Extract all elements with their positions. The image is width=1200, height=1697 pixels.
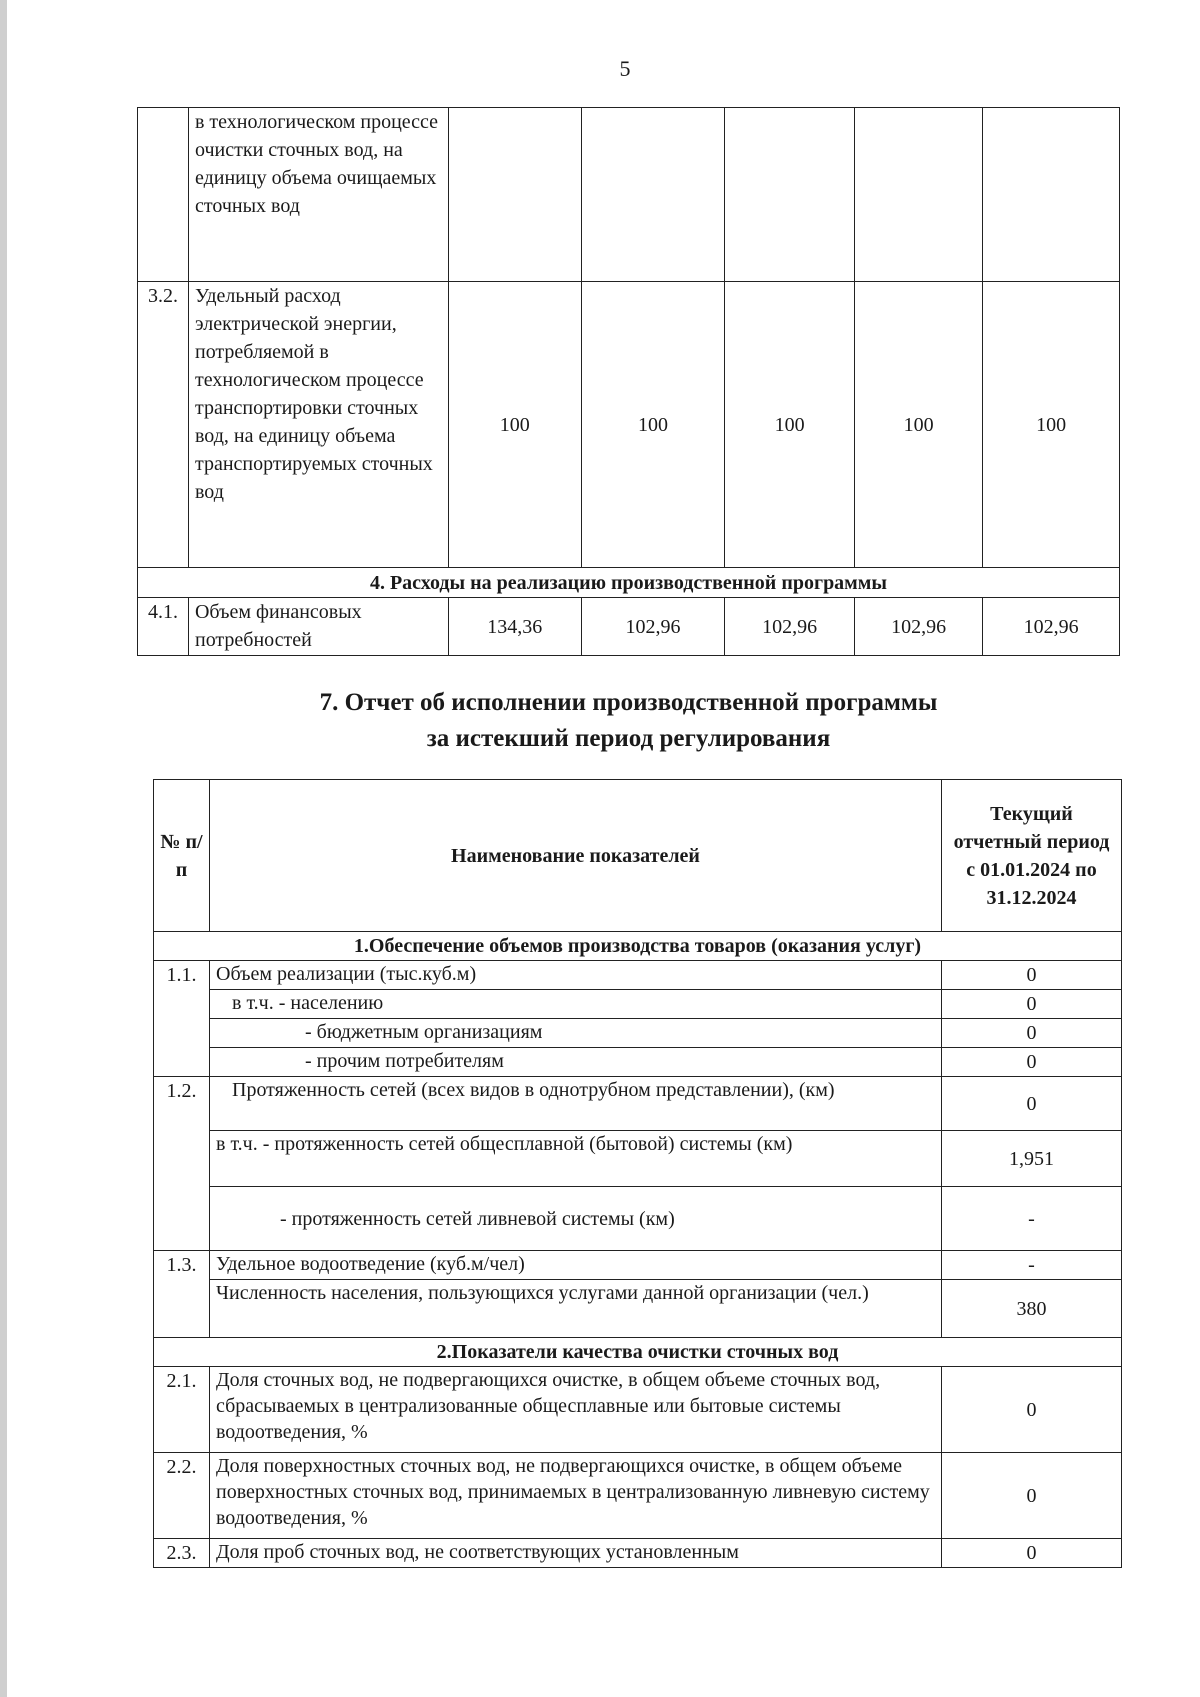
row-name: - протяженность сетей ливневой системы (км) [210,1187,942,1251]
value-cell: 380 [942,1280,1122,1338]
table-row [154,1453,1122,1539]
row-name: - прочим потребителям [210,1048,942,1077]
report-heading-line1: 7. Отчет об исполнении производственной программы [319,689,938,716]
header-period: Текущий отчетный период с 01.01.2024 по 31.12.2024 [942,780,1122,932]
table-row [154,1539,1122,1568]
table-row [154,1367,1122,1453]
page-number: 5 [619,56,631,81]
value-cell [983,108,1120,282]
table-row [154,1187,1122,1251]
value-cell: 100 [854,282,982,568]
row-name: Удельный расход электрической энергии, потребляемой в технологическом процессе транспортировки сточных вод, на единицу объема транспортируемых сточных вод [188,282,448,568]
row-number: 1.2. [154,1077,210,1131]
row-name: - бюджетным организациям [210,1019,942,1048]
plan-table-continuation [137,107,1120,656]
value-cell: 0 [942,1048,1122,1077]
row-name: Доля поверхностных сточных вод, не подвергающихся очистке, в общем объеме поверхностных сточных вод, принимаемых в централизованную ливневую систему водоотведения, % [210,1453,942,1539]
section-row [138,568,1120,598]
table-row [138,108,1120,282]
row-name: в т.ч. - населению [210,990,942,1019]
report-heading-line2: за истекший период регулирования [426,725,831,752]
row-name: Удельное водоотведение (куб.м/чел) [210,1251,942,1280]
value-cell: 0 [942,1019,1122,1048]
value-cell: 134,36 [449,598,582,656]
row-number: 1.3. [154,1251,210,1280]
row-number: 1.1. [154,961,210,990]
value-cell: 102,96 [581,598,725,656]
value-cell [449,108,582,282]
row-name: Протяженность сетей (всех видов в однотрубном представлении), (км) [210,1077,942,1131]
value-cell: 100 [449,282,582,568]
value-cell: 1,951 [942,1131,1122,1187]
table-row [154,1019,1122,1048]
header-row [154,780,1122,932]
row-number: 2.3. [154,1539,210,1568]
value-cell: 0 [942,961,1122,990]
report-heading [137,685,1120,757]
table-row [154,1077,1122,1131]
value-cell: 102,96 [983,598,1120,656]
section-row [154,932,1122,961]
row-name: Объем реализации (тыс.куб.м) [210,961,942,990]
table-row [154,990,1122,1019]
row-number [138,108,189,282]
row-name: Объем финансовых потребностей [188,598,448,656]
scan-edge [0,0,7,1697]
value-cell [725,108,855,282]
section-title: 1.Обеспечение объемов производства товаров (оказания услуг) [154,932,1122,961]
value-cell [854,108,982,282]
row-number: 4.1. [138,598,189,656]
row-name: в технологическом процессе очистки сточных вод, на единицу объема очищаемых сточных вод [188,108,448,282]
row-name: Численность населения, пользующихся услугами данной организации (чел.) [210,1280,942,1338]
value-cell: 102,96 [854,598,982,656]
section-title: 2.Показатели качества очистки сточных вод [154,1338,1122,1367]
row-number: 3.2. [138,282,189,568]
value-cell [581,108,725,282]
row-name: в т.ч. - протяженность сетей общесплавной (бытовой) системы (км) [210,1131,942,1187]
value-cell: 0 [942,1367,1122,1453]
section-title: 4. Расходы на реализацию производственной программы [138,568,1120,598]
value-cell: 0 [942,1539,1122,1568]
value-cell: 0 [942,1453,1122,1539]
value-cell: 100 [581,282,725,568]
row-number: 2.2. [154,1453,210,1539]
table-row [138,282,1120,568]
row-name: Доля сточных вод, не подвергающихся очистке, в общем объеме сточных вод, сбрасываемых в централизованные общесплавные или бытовые системы водоотведения, % [210,1367,942,1453]
section-row [154,1338,1122,1367]
value-cell: 102,96 [725,598,855,656]
row-number: 2.1. [154,1367,210,1453]
value-cell: 100 [725,282,855,568]
table-row [154,1131,1122,1187]
value-cell: 0 [942,990,1122,1019]
table-row [154,1251,1122,1280]
table-row [154,961,1122,990]
header-number: № п/п [154,780,210,932]
header-name: Наименование показателей [210,780,942,932]
value-cell: 0 [942,1077,1122,1131]
table-row [138,598,1120,656]
report-table [153,779,1122,1568]
value-cell: - [942,1251,1122,1280]
table-row [154,1280,1122,1338]
value-cell: - [942,1187,1122,1251]
row-name: Доля проб сточных вод, не соответствующих установленным [210,1539,942,1568]
value-cell: 100 [983,282,1120,568]
table-row [154,1048,1122,1077]
